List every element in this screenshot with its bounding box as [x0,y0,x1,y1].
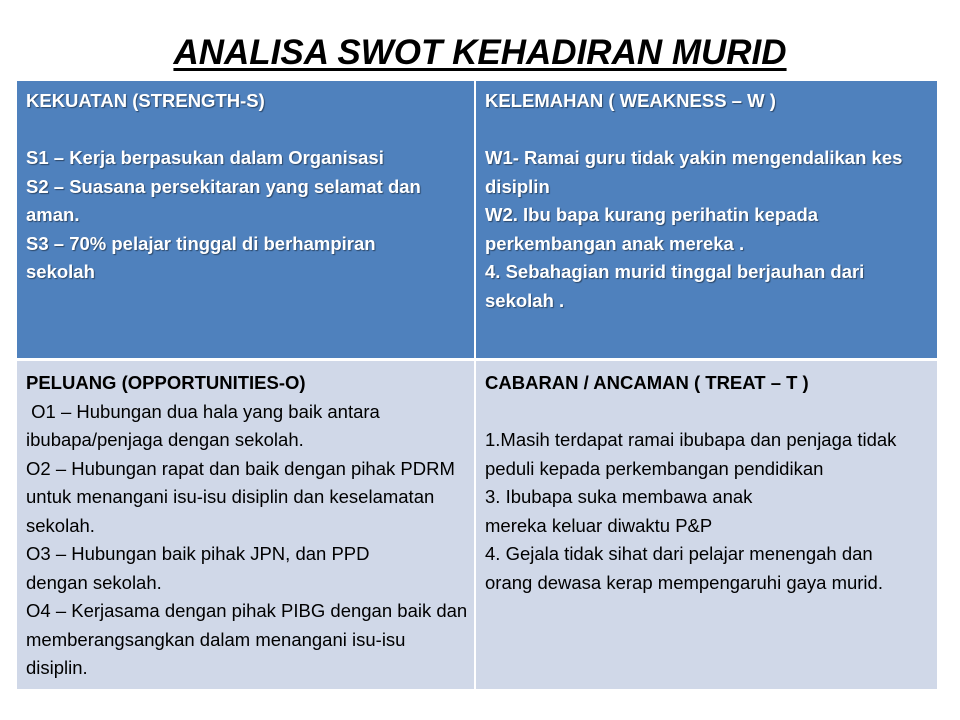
opportunity-item: O1 – Hubungan dua hala yang baik antara ibubapa/penjaga dengan sekolah. [26,400,385,450]
spacer [485,398,929,427]
threat-item: 3. Ibubapa suka membawa anak mereka keluar diwaktu P&P [485,486,753,536]
strength-item: S2 – Suasana persekitaran yang selamat dan aman. [26,175,421,225]
threats-heading: CABARAN / ANCAMAN ( TREAT – T ) [485,372,809,393]
threats-cell [476,361,937,689]
strengths-cell [17,81,476,361]
opportunity-item: O4 – Kerjasama dengan pihak PIBG dengan baik dan memberangsangkan dalam menangani isu-isu disiplin. [26,600,468,678]
strength-item: S1 – Kerja berpasukan dalam Organisasi [26,147,384,168]
weakness-item: W2. Ibu bapa kurang perihatin kepada perkembangan anak mereka . [485,204,819,254]
spacer [26,116,466,145]
opportunity-item: O2 – Hubungan rapat dan baik dengan pihak PDRM untuk menangani isu-isu disiplin dan keselamatan sekolah. [26,457,455,536]
weaknesses-cell [476,81,937,361]
spacer [485,116,929,145]
weaknesses-heading: KELEMAHAN ( WEAKNESS – W ) [485,90,776,111]
weakness-item: W1- Ramai guru tidak yakin mengendalikan kes disiplin [485,147,903,197]
threat-item: 1.Masih terdapat ramai ibubapa dan penjaga tidak peduli kepada perkembangan pendidikan [485,429,897,479]
opportunity-item: O3 – Hubungan baik pihak JPN, dan PPD dengan sekolah. [26,543,370,593]
weakness-item: 4. Sebahagian murid tinggal berjauhan dari sekolah . [485,261,865,311]
opportunities-heading: PELUANG (OPPORTUNITIES-O) [26,372,306,393]
page-title: ANALISA SWOT KEHADIRAN MURID [173,33,787,72]
swot-table [17,81,937,689]
strength-item: S3 – 70% pelajar tinggal di berhampiran sekolah [26,232,376,282]
opportunities-cell [17,361,476,689]
threat-item: 4. Gejala tidak sihat dari pelajar menengah dan orang dewasa kerap mempengaruhi gaya murid. [485,543,883,593]
strengths-heading: KEKUATAN (STRENGTH-S) [26,90,265,111]
